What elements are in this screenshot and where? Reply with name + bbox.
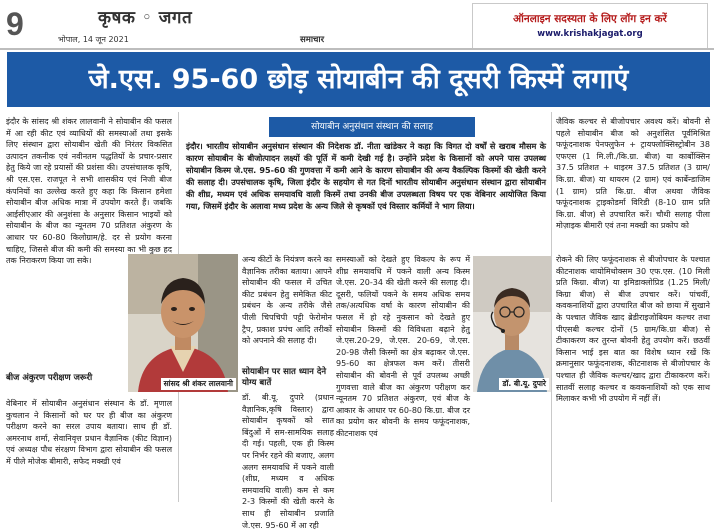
column-divider — [551, 112, 552, 502]
column-2-heading: सोयाबीन पर सात ध्यान देने योग्य बातें — [242, 367, 327, 388]
header-divider — [0, 48, 714, 50]
column-4-text-bottom: रोकने की लिए फफूंदनाशक से बीजोपचार के पश्चात कीटनाशक थायोमिथोक्सम 30 एफ.एस. (10 मिली प्रति किग्रा. बीज) या इमिडाक्लोप्रिड (1.25 मिली/किग्रा बीज) से बीज उपचार करें। पांचवीं, कवकनाशियों द्वारा उपचारित बीज को छाया में सुखाने के पश्चात जैविक खाद ब्रेडीराइजोबियम कल्चर तथा पीएसबी कल्चर दोनों (5 ग्राम/कि.ग्रा बीज) से टीकाकरण कर तुरन्त बोवनी हेतु उपयोग करें। छठवीं किसान भाई इस बात का विशेष ध्यान रखें कि क्रमानुसार फफूंदनाशक, कीटनाशक से बीजोपचार के पश्चात ही जैविक कल्चर/खाद द्वारा टीकाकरण करें। सातवीं सलाह कल्चर व कवकनाशियों को एक साथ मिलाकर कभी भी उपयोग में नहीं लें। — [556, 255, 710, 404]
column-4-text: जैविक कल्चर से बीजोपचार अवश्य करें। बोवनी से पहले सोयाबीन बीज को अनुशंसित पूर्वमिश्रित फफूंदनाशक पेनफ्लुफेन + ट्रायफ्लोक्सिस्ट्रोबीन 38 एफएस (1 मि.ली./कि.ग्रा. बीज) या कार्बोक्सिन 37.5 प्रतिशत + थाइरम 37.5 प्रतिशत (3 ग्राम/कि.ग्रा. बीज) या थायरम (2 ग्राम) एवं कार्बेन्डाजिम (1 ग्राम) प्रति कि.ग्रा. बीज अथवा जैविक फफूंदनाशक ट्राइकोडर्मा विरिडी (8-10 ग्राम प्रति कि.ग्रा. बीज) से उपचारित करें। चौथी सलाह पीला मोज़ाइक बीमारी एवं तना मक्खी का प्रकोप को — [556, 117, 710, 231]
column-1-heading: बीज अंकुरण परीक्षण जरूरी — [6, 373, 93, 383]
scientist-portrait-image — [473, 256, 551, 392]
section-label: समाचार — [300, 35, 325, 45]
column-2-text-bottom: डॉ. बी.यू. दुपारे (प्रधान वैज्ञानिक,कृषि विस्तार) द्वारा सोयाबीन कृषकों को सात बिंदुओं में सम-सामयिक सलाह दी गई। पहली, एक ही किस्म पर निर्भर रहने की बजाए, अलग अलग समयावधि में पकने वाली (शीघ्र, मध्यम व अधिक समयावधि वाली) कम से कम 2-3 किस्मों की खेती करने के साथ ही सोयाबीन प्रजाति जे.एस. 95-60 में आ रही — [242, 393, 334, 530]
website-url[interactable]: www.krishakjagat.org — [537, 29, 643, 39]
mp-portrait-image — [128, 254, 238, 392]
subscription-ad-text: ऑनलाइन सदस्यता के लिए लॉग इन करें — [513, 13, 667, 25]
column-3-text: समस्याओं को देखते हुए विकल्प के रूप में शीघ्र समयावधि में पकने वाली अन्य किस्म जे.एस. 20-34 की खेती करने की सलाह दी। दूसरी, फलियों पकने के समय अधिक समय तक/अत्यधिक वर्षा के कारण सोयाबीन की फसल में हो रहे नुकसान को देखते हुए सोयाबीन किस्मों की विविधता बढ़ाने हेतु जे.एस.20-29, जे.एस. 20-69, जे.एस. 20-98 जैसी किस्मों का क्षेत्र बढ़ाकर जे.एस. 95-60 का क्षेत्रफल कम करें। तीसरी सोयाबीन की बोवनी से पूर्व उपलब्ध अच्छी गुणवत्ता वाले बीज का अंकुरण परीक्षण कर न्यूनतम 70 प्रतिशत अंकुरण, एवं बीज के आकार के आधार पर 60-80 कि.ग्रा. बीज दर का प्रयोग कर बोवनी के समय फफूंदनाशक, कीटनाशक एवं — [336, 255, 470, 438]
intro-paragraph: इंदौर। भारतीय सोयाबीन अनुसंधान संस्थान की निदेशक डॉ. नीता खांडेकर ने कहा कि विगत दो वर्षों से खराब मौसम के कारण सोयाबीन के बीजोत्पादन लक्ष्यों की पूर्ति में कमी देखी गई है। उन्होंने प्रदेश के किसानों को अपने पास उपलब्ध सोयाबीन किस्म जे.एस. 95-60 की गुणवत्ता में कमी आने के कारण सोयाबीन की अन्य वैकल्पिक किस्मों की खेती करने की सलाह दी। उपसंचालक कृषि, जिला इंदौर के सहयोग से गत दिनों भारतीय सोयाबीन अनुसंधान संस्थान द्वारा सोयाबीन की शीघ्र, मध्यम एवं अधिक समयावधि वाली किस्में तथा उनकी बीज उपलब्धता विषय पर एक वेबिनार आयोजित किया गया, जिसमें इंदौर के अलावा मध्य प्रदेश के अन्य जिले से कृषकों एवं विस्तार कर्मियों ने भाग लिया। — [186, 141, 546, 211]
dateline: भोपाल, 14 जून 2021 — [58, 35, 129, 44]
newspaper-logo: कृषक ◦ जगत — [98, 8, 193, 28]
mp-photo — [128, 254, 238, 392]
subscription-ad[interactable] — [472, 3, 708, 50]
column-1-text-bottom: वेबिनार में सोयाबीन अनुसंधान संस्थान के डॉ. मृणाल कुचलान ने किसानों को घर पर ही बीज का अंकुरण परीक्षण करने का सरल उपाय बताया। साथ ही डॉ. अमरनाथ शर्मा, सेवानिवृत्त प्रधान वैज्ञानिक (कीट विज्ञान) एवं अध्यक्ष पौध संरक्षण विभाग द्वारा सोयाबीन की फसल में पीले मोजेक बीमारी, सफेद मक्खी एवं — [6, 399, 172, 466]
scientist-photo — [473, 256, 551, 392]
headline-banner: जे.एस. 95-60 छोड़ सोयाबीन की दूसरी किस्में लगाएं — [7, 52, 710, 107]
mp-photo-caption: सांसद श्री शंकर लालवानी — [161, 378, 236, 390]
subheadline: सोयाबीन अनुसंधान संस्थान की सलाह — [269, 117, 475, 137]
page-number: 9 — [6, 6, 24, 42]
scientist-photo-caption: डॉ. बी.यू. दुपारे — [499, 378, 549, 390]
column-1-text: इंदौर के सांसद श्री शंकर लालवानी ने सोयाबीन की फसल में आ रही कीट एवं व्याधियों की समस्याओं तथा इसके लिए संस्थान द्वारा सोयाबीन खेती की निरंतर विकसित उत्पादन तकनीक एवं नवीनतम पद्धतियों के प्रचार-प्रसार हेतु किये जा रहे प्रयासों की प्रशंसा की। उपसंचालक कृषि, श्री एस.एस. राजपूत ने सभी शासकीय एवं निजी बीज कंपनियों का उल्लेख करते हुए कहा कि किसान हमेशा सोयाबीन बीज अधिक मात्रा में उपयोग करते हैं। जबकि आईसीएआर की अनुशंसा के अनुसार किसान भाइयों को सोयाबीन के बीज का न्यूनतम 70 प्रतिशत अंकुरण के आधार पर 60-80 किलोग्राम/हे. दर से प्रयोग करना चाहिए, जिससे बीज की कमी की समस्या का भी कुछ हद तक निराकरण किया जा सके। — [6, 117, 172, 266]
column-2-text: अन्य कीटों के नियंत्रण करने का वैज्ञानिक तरीका बताया। आपने सोयाबीन की फसल में उचित कीट प्रबंधन हेतु समेकित कीट प्रबंधन के अन्य तरीके जैसे पीली चिपचिपी पट्टी फेरोमोन ट्रैप, प्रकाश प्रपंच आदि तरीकों को अपनाने की सलाह दी। — [242, 255, 332, 346]
